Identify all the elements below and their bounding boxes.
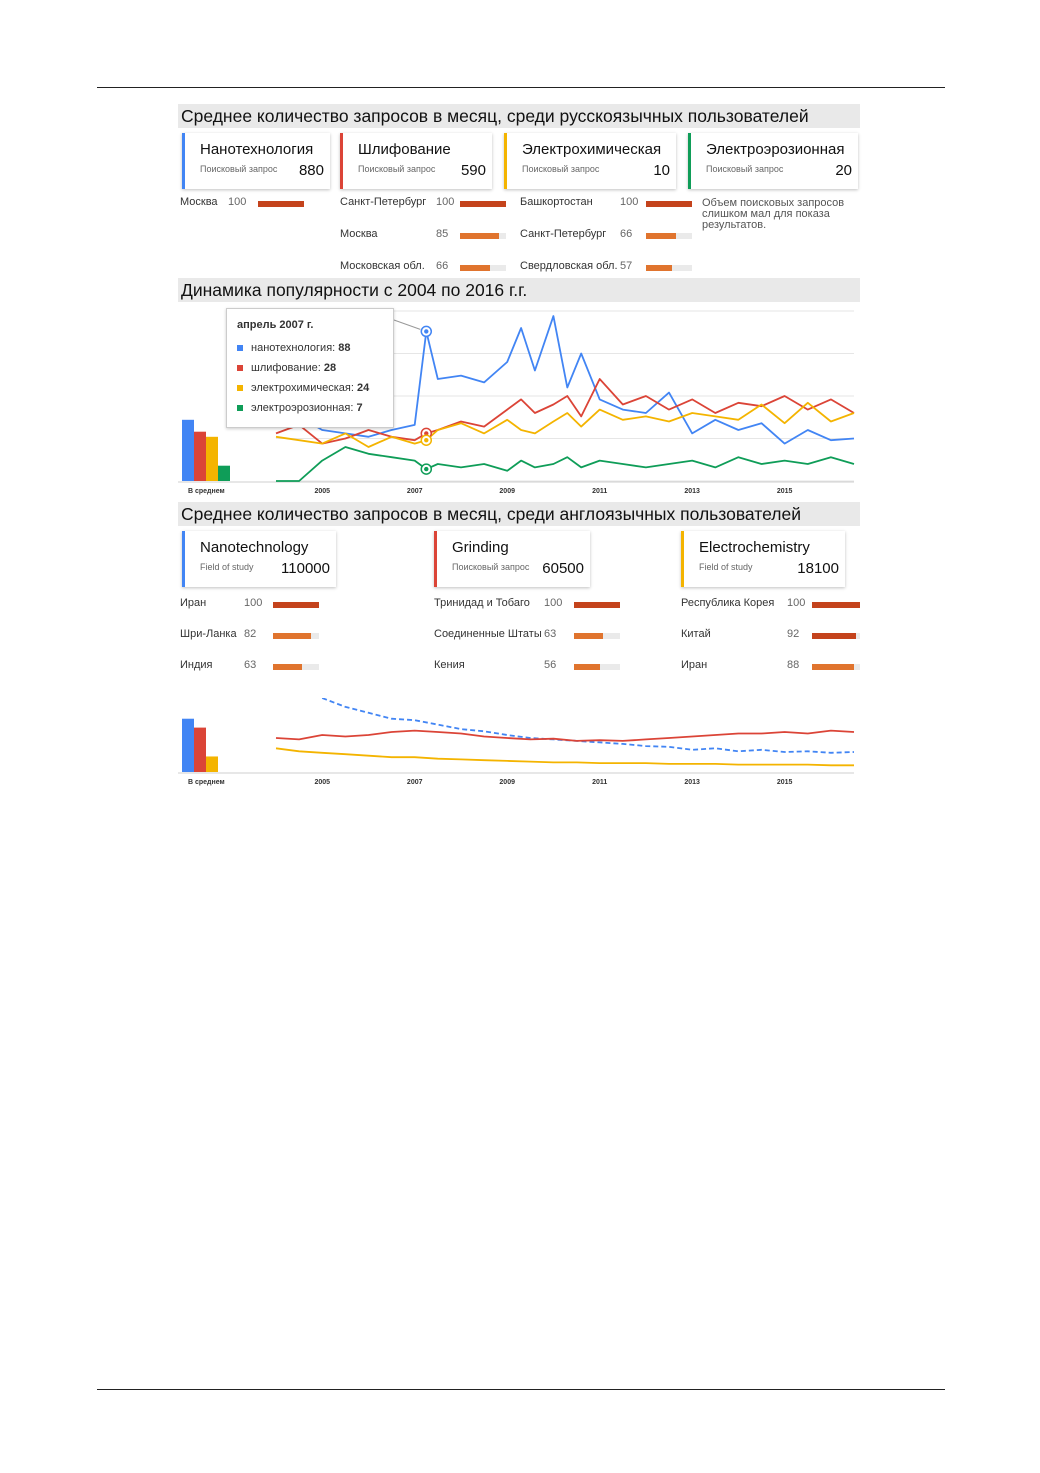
region-bar-track [574, 664, 620, 670]
region-value: 92 [787, 628, 800, 640]
legend-swatch-blue [237, 345, 243, 351]
region-name: Москва [180, 196, 218, 208]
region-bar-fill [646, 201, 692, 207]
ru-card-electrochem[interactable] [504, 133, 676, 189]
bottom-rule [97, 1389, 945, 1390]
chart-tooltip [226, 308, 394, 428]
x-tick-label: 2005 [314, 488, 331, 495]
region-bar-track [812, 633, 860, 639]
region-bar-fill [273, 664, 302, 670]
x-tick-label: 2005 [314, 779, 331, 786]
ru-card-grinding[interactable] [340, 133, 492, 189]
region-value: 66 [620, 228, 633, 240]
region-bar-track [574, 602, 620, 608]
region-row [434, 659, 624, 677]
region-row [340, 228, 510, 246]
region-name: Шри-Ланка [180, 628, 237, 640]
ru-section-header: Среднее количество запросов в месяц, среди русскоязычных пользователей [178, 104, 860, 128]
region-name: Иран [180, 597, 207, 609]
card-value: 18100 [797, 560, 839, 577]
region-name: Иран [681, 659, 708, 671]
card-subtitle: Поисковый запрос [706, 164, 784, 174]
region-bar-track [646, 233, 692, 239]
region-bar-track [646, 265, 692, 271]
region-value: 82 [244, 628, 257, 640]
hover-marker-dot [424, 329, 428, 333]
x-tick-label: 2009 [499, 779, 515, 786]
region-bar-track [273, 633, 319, 639]
en-card-nano[interactable] [182, 531, 336, 587]
region-name: Москва [340, 228, 378, 240]
card-value: 110000 [281, 560, 330, 577]
top-rule [97, 87, 945, 88]
region-bar-fill [646, 233, 676, 239]
average-bar [182, 420, 194, 481]
average-label: В среднем [188, 488, 225, 495]
region-value: 100 [787, 597, 806, 609]
region-bar-fill [460, 201, 506, 207]
region-name: Китай [681, 628, 711, 640]
x-tick-label: 2009 [499, 488, 515, 495]
region-bar-track [460, 233, 506, 239]
region-name: Московская обл. [340, 260, 425, 272]
tooltip-title: апрель 2007 г. [237, 319, 314, 331]
region-bar-fill [258, 201, 304, 207]
card-value: 880 [298, 162, 324, 179]
series-line [276, 731, 854, 741]
region-name: Тринидад и Тобаго [434, 597, 530, 609]
region-bar-fill [273, 633, 311, 639]
region-name: Кения [434, 659, 465, 671]
region-name: Санкт-Петербург [340, 196, 427, 208]
region-name: Башкортостан [520, 196, 593, 208]
x-tick-label: 2013 [684, 488, 700, 495]
region-bar-track [574, 633, 620, 639]
card-title: Нанотехнология [200, 141, 314, 158]
legend-swatch-red [237, 365, 243, 371]
tooltip-item-electroerosion: электроэрозионная: 7 [237, 402, 363, 414]
region-value: 63 [244, 659, 257, 671]
card-title: Electrochemistry [699, 539, 810, 556]
x-tick-label: 2015 [776, 488, 793, 495]
region-row [681, 597, 861, 615]
region-bar-fill [646, 265, 672, 271]
region-name: Свердловская обл. [520, 260, 618, 272]
tooltip-item-electrochem: электрохимическая: 24 [237, 382, 369, 394]
tooltip-item-nano: нанотехнология: 88 [237, 342, 351, 354]
region-row [180, 597, 320, 615]
average-bar [194, 432, 206, 481]
x-tick-label: 2015 [776, 779, 793, 786]
average-bar [194, 728, 206, 772]
region-bar-track [258, 201, 304, 207]
region-name: Республика Корея [681, 597, 775, 609]
card-value: 10 [653, 162, 670, 179]
region-bar-track [273, 664, 319, 670]
card-subtitle: Поисковый запрос [358, 164, 436, 174]
card-subtitle: Поисковый запрос [452, 562, 530, 572]
region-bar-fill [574, 664, 600, 670]
region-value: 57 [620, 260, 633, 272]
x-tick-label: 2007 [406, 779, 423, 786]
region-row [681, 659, 861, 677]
region-row [180, 196, 330, 214]
legend-swatch-green [237, 405, 243, 411]
region-row [434, 628, 624, 646]
region-bar-fill [460, 233, 499, 239]
card-value: 590 [460, 162, 486, 179]
region-row [180, 628, 320, 646]
region-row [340, 260, 510, 278]
average-bar [182, 719, 194, 772]
average-bar [206, 437, 218, 481]
ru-card-nano[interactable] [182, 133, 330, 189]
legend-swatch-yellow [237, 385, 243, 391]
region-bar-track [812, 602, 860, 608]
en-card-grinding[interactable] [434, 531, 590, 587]
card-subtitle: Field of study [699, 562, 753, 572]
card-title: Шлифование [358, 141, 451, 158]
card-value: 20 [835, 162, 852, 179]
region-row [520, 196, 692, 214]
ru-card-electroerosion[interactable] [688, 133, 858, 189]
dynamics-header: Динамика популярности с 2004 по 2016 г.г. [178, 278, 860, 302]
series-line [276, 447, 854, 481]
region-row [434, 597, 624, 615]
region-bar-track [273, 602, 319, 608]
english-trend-chart [178, 698, 862, 793]
x-tick-label: 2007 [406, 488, 423, 495]
region-name: Соединенные Штаты [434, 628, 542, 640]
hover-marker-dot [424, 438, 428, 442]
region-bar-track [646, 201, 692, 207]
x-tick-label: 2013 [684, 779, 700, 786]
card-subtitle: Field of study [200, 562, 254, 572]
region-value: 63 [544, 628, 557, 640]
region-bar-track [460, 201, 506, 207]
en-card-electrochem[interactable] [681, 531, 845, 587]
region-bar-fill [812, 633, 856, 639]
card-title: Электроэрозионная [706, 141, 845, 158]
region-name: Индия [180, 659, 213, 671]
card-title: Nanotechnology [200, 539, 309, 556]
region-value: 100 [228, 196, 247, 208]
region-value: 100 [244, 597, 263, 609]
tooltip-pointer [394, 320, 420, 329]
region-row [520, 228, 692, 246]
average-bar [206, 756, 218, 772]
region-bar-fill [273, 602, 319, 608]
region-bar-track [812, 664, 860, 670]
trends-figure [178, 100, 862, 800]
hover-marker-dot [424, 467, 428, 471]
region-row [340, 196, 510, 214]
region-bar-fill [812, 664, 854, 670]
card-value: 60500 [542, 560, 584, 577]
average-label: В среднем [188, 779, 225, 786]
region-name: Санкт-Петербург [520, 228, 607, 240]
region-row [180, 659, 320, 677]
region-value: 85 [436, 228, 449, 240]
region-value: 100 [544, 597, 563, 609]
region-value: 56 [544, 659, 557, 671]
region-value: 66 [436, 260, 449, 272]
card-title: Электрохимическая [522, 141, 662, 158]
en-section-header: Среднее количество запросов в месяц, среди англоязычных пользователей [178, 502, 860, 526]
region-value: 100 [436, 196, 455, 208]
x-tick-label: 2011 [592, 779, 608, 786]
region-bar-fill [574, 633, 603, 639]
card-subtitle: Поисковый запрос [522, 164, 600, 174]
card-title: Grinding [452, 539, 509, 556]
region-bar-track [460, 265, 506, 271]
region-row [520, 260, 692, 278]
tooltip-item-grinding: шлифование: 28 [237, 362, 336, 374]
card-subtitle: Поисковый запрос [200, 164, 278, 174]
region-row [681, 628, 861, 646]
region-bar-fill [812, 602, 860, 608]
region-bar-fill [574, 602, 620, 608]
region-value: 88 [787, 659, 800, 671]
series-line [322, 698, 854, 753]
average-bar [218, 466, 230, 481]
region-bar-fill [460, 265, 490, 271]
x-tick-label: 2011 [592, 488, 608, 495]
ru-low-volume-note: Объем поисковых запросов слишком мал для показа результатов. [702, 197, 845, 231]
region-value: 100 [620, 196, 639, 208]
